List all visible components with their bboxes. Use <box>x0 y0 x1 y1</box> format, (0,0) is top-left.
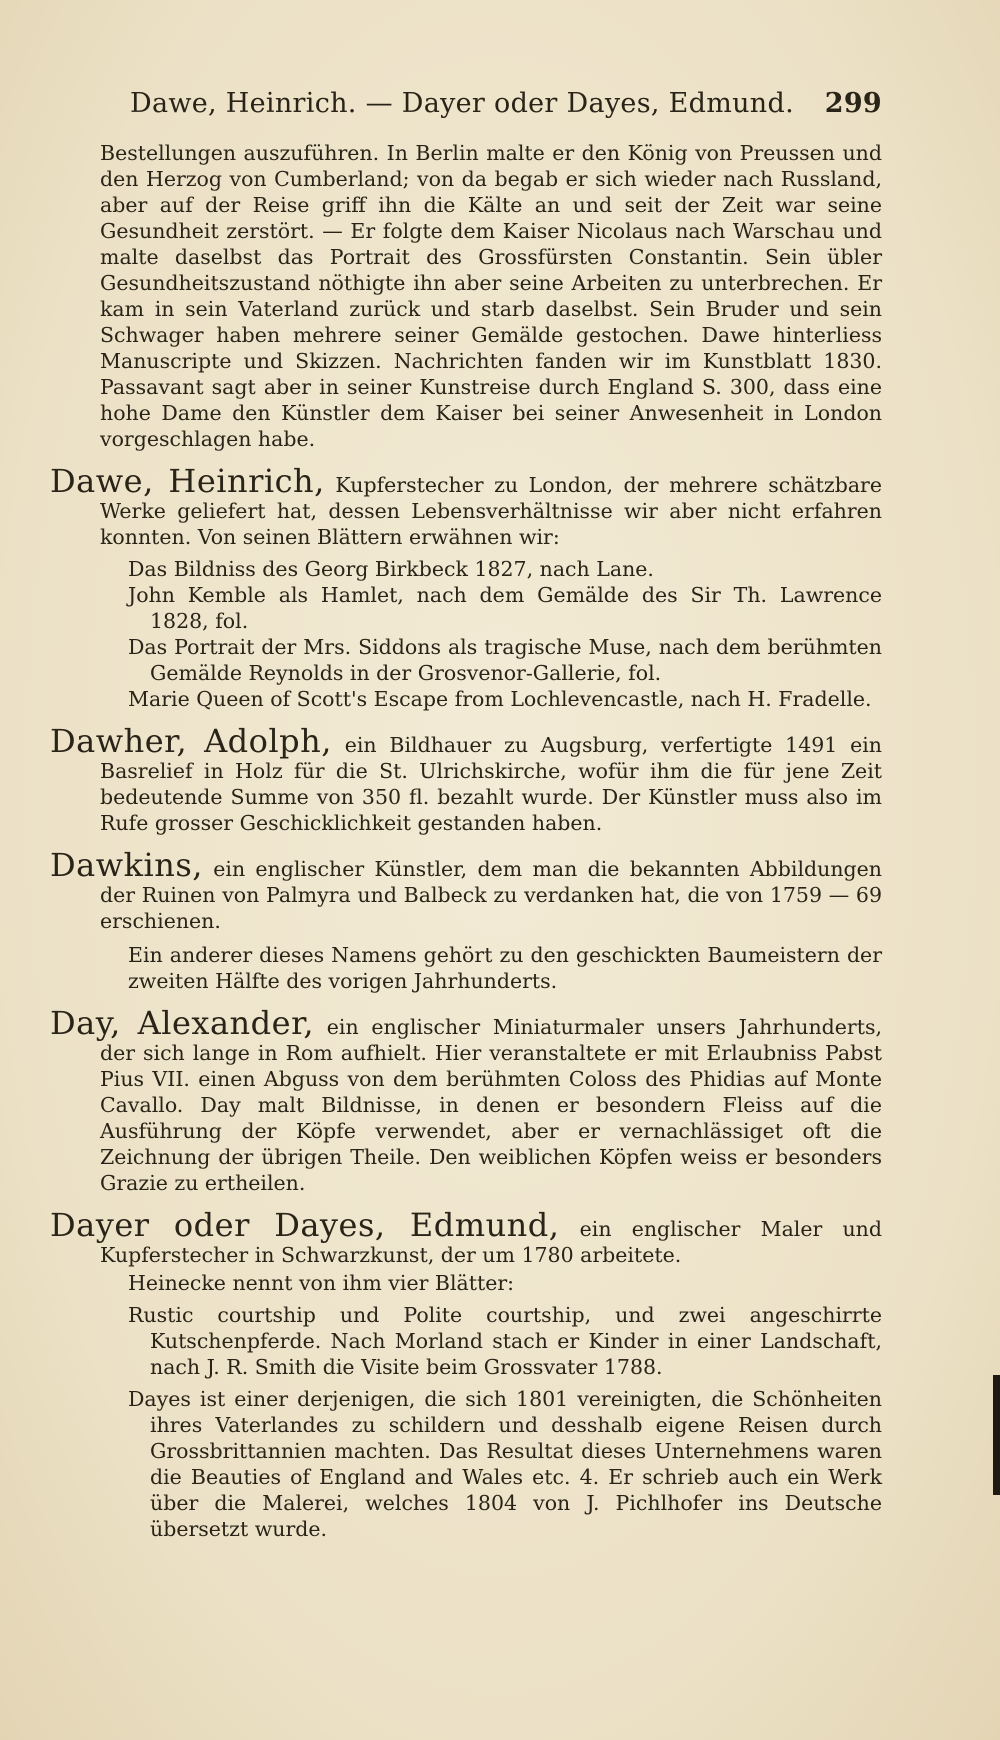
entry-text: ein englischer Miniaturmaler unsers Jahrhunderts, der sich lange in Rom aufhielt. Hier veranstaltete er mit Erlaubniss Pabst Pius VII. einen Abguss von dem berühmten Coloss des Phidias auf Monte Cavallo. Day malt Bildnisse, in denen er besondern Fleiss auf die Ausführung der Köpfe verwendet, aber er vernachlässiget oft die Zeichnung der übrigen Theile. Den weiblichen Köpfen weiss er besonders Grazie zu ertheilen. <box>100 1015 883 1195</box>
work-item: Rustic courtship und Polite courtship, und zwei angeschirrte Kutschenpferde. Nach Morland stach er Kinder in einer Landschaft, nach J. R. Smith die Visite beim Grossvater 1788. <box>128 1303 882 1379</box>
entry-note: Dayes ist einer derjenigen, die sich 1801 vereinigten, die Schönheiten ihres Vaterlandes zu schildern und desshalb eigene Reisen durch Grossbrittannien machten. Das Resultat dieses Unternehmens waren die Beauties of England and Wales etc. 4. Er schrieb auch ein Werk über die Malerei, welches 1804 von J. Pichlhofer ins Deutsche übersetzt wurde. <box>128 1387 882 1541</box>
entry-line: Heinecke nennt von ihm vier Blätter: <box>128 1271 515 1295</box>
entry-dawe-heinrich <box>50 462 882 712</box>
entry-headword: Day, Alexander, <box>50 1004 315 1042</box>
running-header <box>130 88 882 119</box>
entry-text: ein englischer Künstler, dem man die bekannten Abbildungen der Ruinen von Palmyra und Balbeck zu verdanken hat, die von 1759 — 69 erschienen. <box>100 857 882 933</box>
work-item: John Kemble als Hamlet, nach dem Gemälde des Sir Th. Lawrence 1828, fol. <box>128 583 882 633</box>
entry-headword: Dayer oder Dayes, Edmund, <box>50 1206 560 1244</box>
entry-text: Kupferstecher zu London, der mehrere schätzbare Werke geliefert hat, dessen Lebensverhältnisse wir aber nicht erfahren konnten. Von seinen Blättern erwähnen wir: <box>100 473 882 549</box>
continuation-paragraph: Bestellungen auszuführen. In Berlin malte er den König von Preussen und den Herzog von Cumberland; von da begab er sich wieder nach Russland, aber auf der Reise griff ihn die Kälte an und seit der Zeit war seine Gesundheit zerstört. — Er folgte dem Kaiser Nicolaus nach Warschau und malte daselbst das Portrait des Grossfürsten Constantin. Sein übler Gesundheitszustand nöthigte ihn aber seine Arbeiten zu unterbrechen. Er kam in sein Vaterland zurück und starb daselbst. Sein Bruder und sein Schwager haben mehrere seiner Gemälde gestochen. Dawe hinterliess Manuscripte und Skizzen. Nachrichten fanden wir im Kunstblatt 1830. Passavant sagt aber in seiner Kunstreise durch England S. 300, dass eine hohe Dame den Künstler dem Kaiser bei seiner Anwesenheit in London vorgeschlagen habe. <box>100 141 882 451</box>
entry-dawkins <box>50 846 882 994</box>
entry-headword: Dawkins, <box>50 846 203 884</box>
entry-dawher-adolph <box>50 722 882 836</box>
entry-note: Ein anderer dieses Namens gehört zu den geschickten Baumeistern der zweiten Hälfte des vorigen Jahrhunderts. <box>128 943 882 993</box>
page-edge-mark <box>993 1375 1000 1495</box>
entry-headword: Dawher, Adolph, <box>50 722 332 760</box>
work-item: Das Bildniss des Georg Birkbeck 1827, nach Lane. <box>128 557 654 581</box>
entry-day-alexander <box>50 1004 883 1196</box>
entry-text: ein Bildhauer zu Augsburg, verfertigte 1491 ein Basrelief in Holz für die St. Ulrichskirche, wofür ihm die für jene Zeit bedeutende Summe von 350 fl. bezahlt wurde. Der Künstler muss also im Rufe grosser Geschicklichkeit gestanden haben. <box>100 733 882 835</box>
running-title: Dawe, Heinrich. — Dayer oder Dayes, Edmund. <box>130 88 794 119</box>
works-list <box>50 1302 882 1380</box>
entry-dayer-edmund <box>50 1206 883 1542</box>
entry-body <box>50 1004 883 1196</box>
entry-body <box>50 1206 883 1268</box>
works-list <box>50 556 882 712</box>
entry-headword: Dawe, Heinrich, <box>50 462 325 500</box>
work-item: Das Portrait der Mrs. Siddons als tragische Muse, nach dem berühmten Gemälde Reynolds in der Grosvenor-Gallerie, fol. <box>128 635 882 685</box>
entry-body <box>50 846 882 934</box>
entry-text: ein englischer Maler und Kupferstecher in Schwarzkunst, der um 1780 arbeitete. <box>100 1217 883 1267</box>
page-number: 299 <box>824 88 882 119</box>
entry-body <box>50 722 882 836</box>
page-content <box>50 140 882 1542</box>
entry-body <box>50 462 882 550</box>
work-item: Marie Queen of Scott's Escape from Lochlevencastle, nach H. Fradelle. <box>128 687 872 711</box>
works-list <box>50 1386 882 1542</box>
